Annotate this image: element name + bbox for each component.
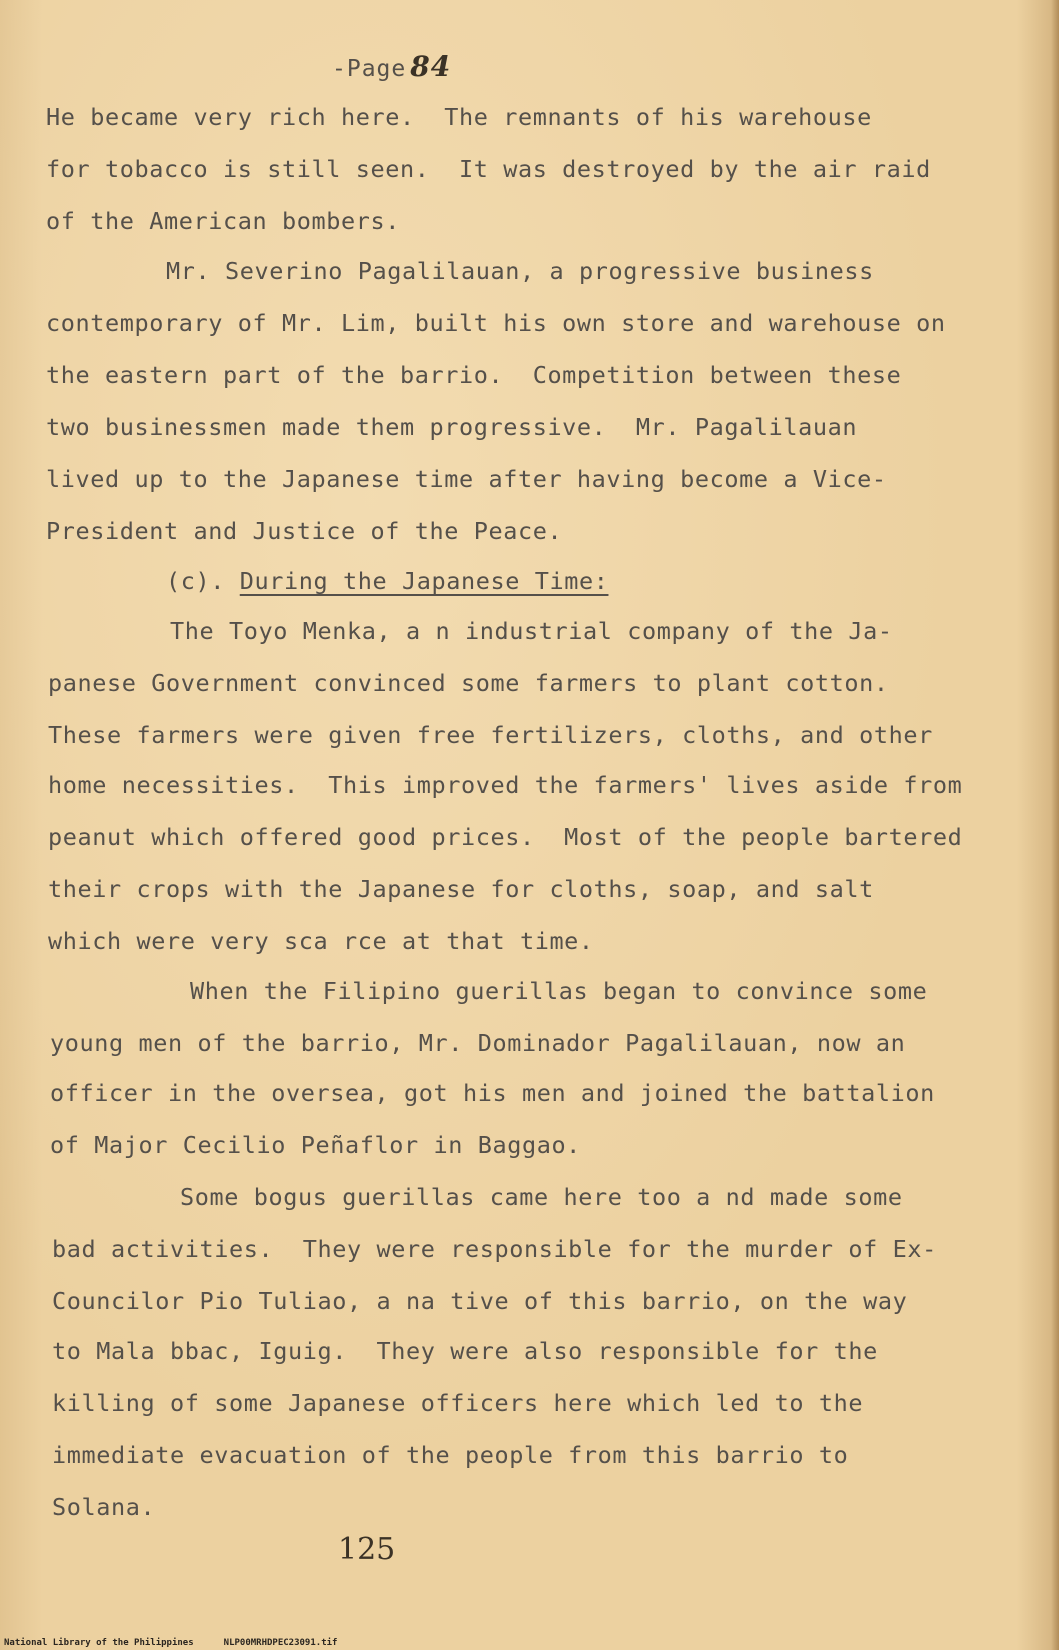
body-line: peanut which offered good prices. Most of the people bartered (48, 823, 963, 851)
page-header-prefix: -Page (332, 56, 407, 82)
body-line: panese Government convinced some farmers to plant cotton. (48, 669, 889, 697)
body-line: two businessmen made them progressive. Mr. Pagalilauan (46, 413, 858, 441)
section-heading-title: During the Japanese Time: (239, 567, 609, 595)
body-line: for tobacco is still seen. It was destroyed by the air raid (46, 155, 931, 183)
body-line: Councilor Pio Tuliao, a na tive of this barrio, on the way (52, 1287, 908, 1315)
body-line: lived up to the Japanese time after having become a Vice- (46, 465, 887, 493)
page-number-handwritten: 84 (410, 50, 452, 83)
page-header (332, 50, 451, 83)
body-line: officer in the oversea, got his men and joined the battalion (50, 1079, 935, 1107)
body-line: which were very sca rce at that time. (48, 927, 594, 955)
footer-filename: NLP00MRHDPEC23091.tif (223, 1638, 338, 1648)
body-line: President and Justice of the Peace. (46, 517, 563, 545)
section-heading-label: (c). (166, 567, 225, 595)
section-heading (166, 567, 609, 595)
body-line: Mr. Severino Pagalilauan, a progressive business (166, 257, 874, 285)
body-line: home necessities. This improved the farmers' lives aside from (48, 771, 963, 799)
paper-edge-shadow (1051, 0, 1059, 1650)
body-line: of the American bombers. (46, 207, 400, 235)
body-line: immediate evacuation of the people from this barrio to (52, 1441, 849, 1469)
body-line: killing of some Japanese officers here which led to the (52, 1389, 864, 1417)
body-line: young men of the barrio, Mr. Dominador Pagalilauan, now an (50, 1029, 906, 1057)
body-line: Solana. (52, 1493, 156, 1521)
body-line: to Mala bbac, Iguig. They were also responsible for the (52, 1337, 878, 1365)
body-line: bad activities. They were responsible for the murder of Ex- (52, 1235, 937, 1263)
handwritten-folio-number: 125 (338, 1532, 396, 1567)
body-line: of Major Cecilio Peñaflor in Baggao. (50, 1131, 581, 1159)
body-line: the eastern part of the barrio. Competition between these (46, 361, 902, 389)
body-line: Some bogus guerillas came here too a nd made some (180, 1183, 903, 1211)
archive-footer (4, 1638, 337, 1648)
body-line: When the Filipino guerillas began to convince some (190, 977, 928, 1005)
body-line: contemporary of Mr. Lim, built his own store and warehouse on (46, 309, 946, 337)
body-line: The Toyo Menka, a n industrial company of the Ja- (170, 617, 893, 645)
body-line: These farmers were given free fertilizers, cloths, and other (48, 721, 933, 749)
body-line: their crops with the Japanese for cloths, soap, and salt (48, 875, 874, 903)
body-line: He became very rich here. The remnants of his warehouse (46, 103, 872, 131)
footer-library: National Library of the Philippines (4, 1638, 194, 1648)
